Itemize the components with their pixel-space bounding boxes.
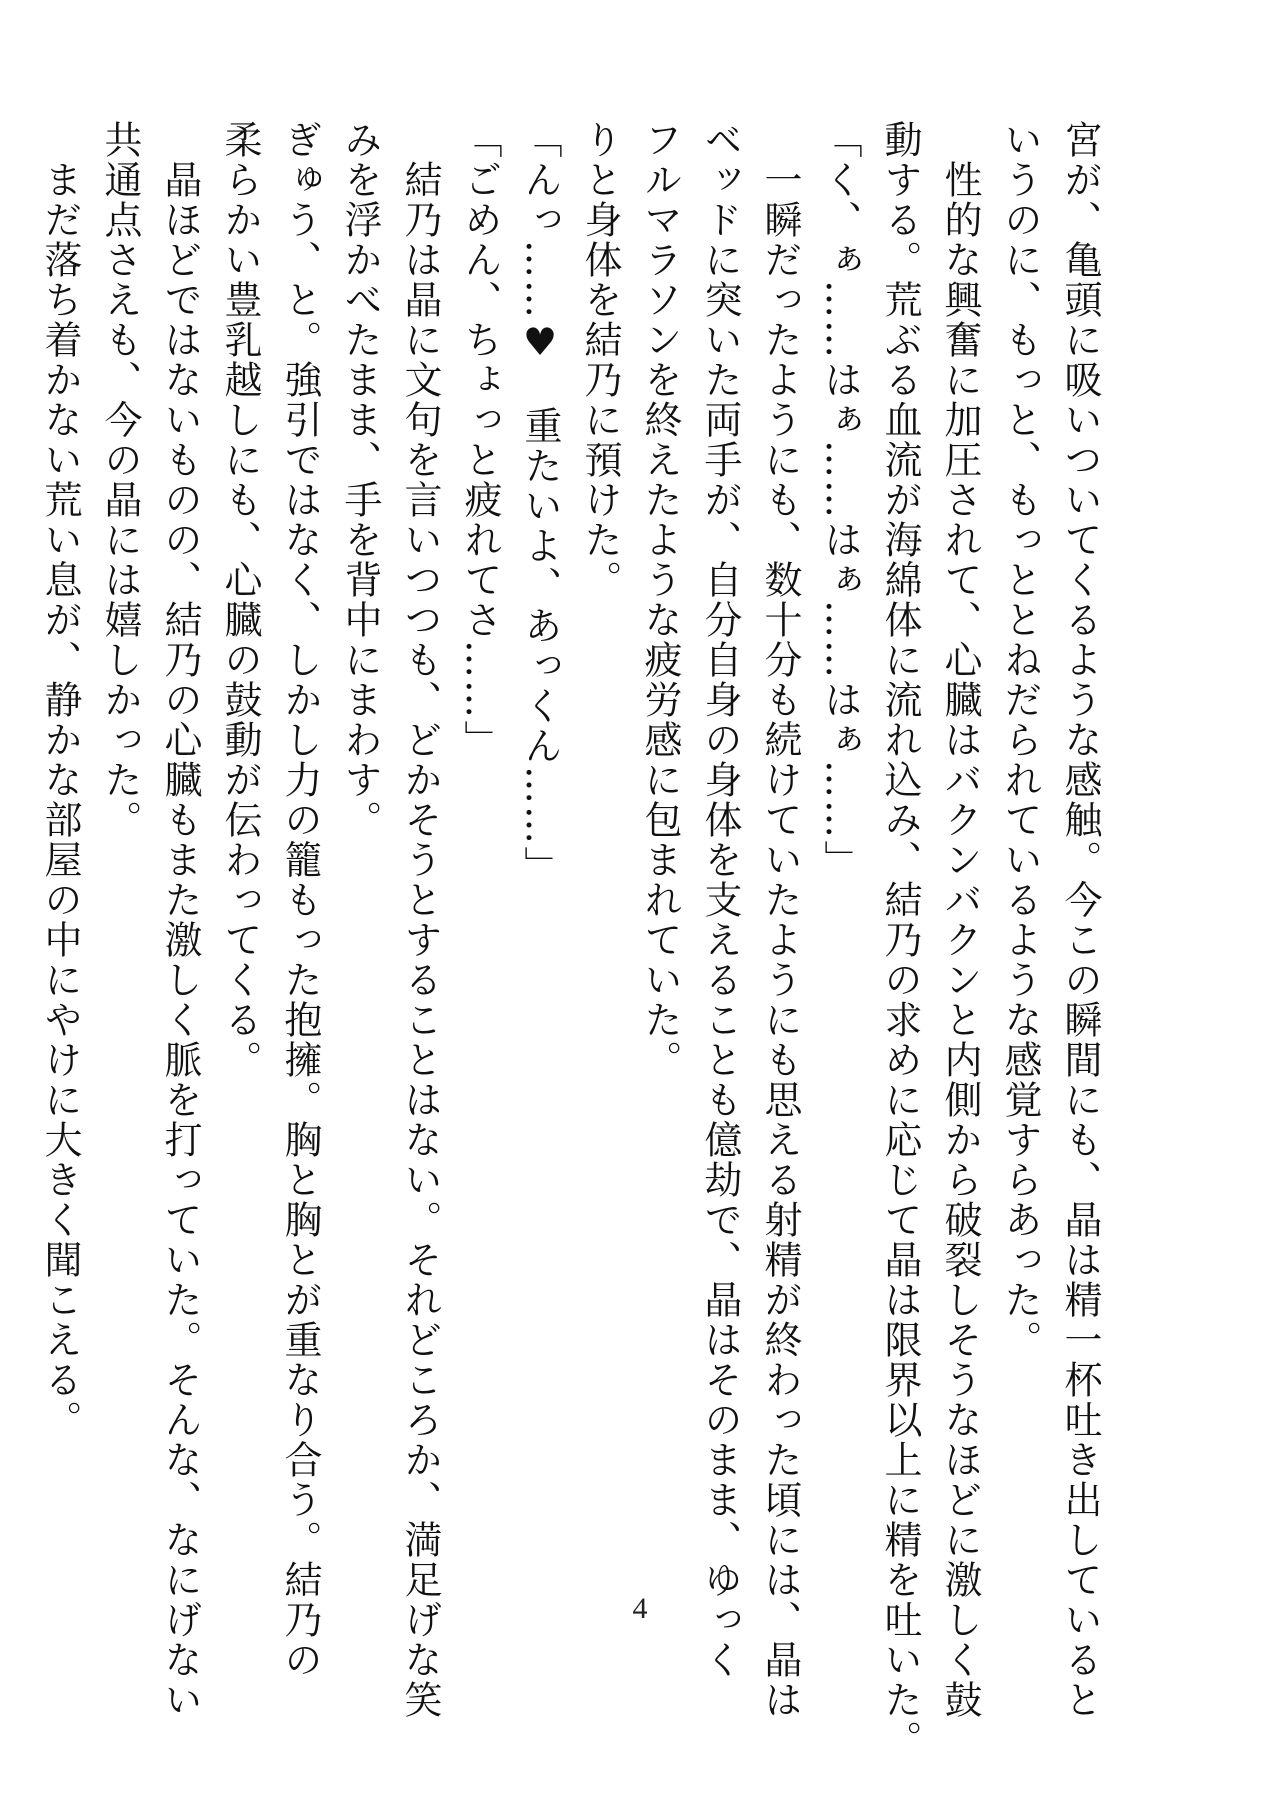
text-line-16: 晶ほどではないものの、結乃の心臓もまた激しく脈を打っていた。そんな、なにげない [158, 120, 202, 1720]
text-line-1: 宮が、亀頭に吸いついてくるような感触。今この瞬間にも、晶は精一杯吐き出していると [1058, 120, 1102, 1720]
text-line-5: 「く、ぁ……はぁ……はぁ……はぁ……」 [818, 120, 862, 880]
text-line-11: 「ごめん、ちょっと疲れてさ……」 [458, 120, 502, 760]
text-line-6: 一瞬だったようにも、数十分も続けていたようにも思える射精が終わった頃には、晶は [758, 120, 802, 1720]
text-line-14: ぎゅう、と。強引ではなく、しかし力の籠もった抱擁。胸と胸とが重なり合う。結乃の [278, 120, 322, 1680]
text-line-13: みを浮かべたまま、手を背中にまわす。 [338, 120, 382, 840]
text-line-15: 柔らかい豊乳越しにも、心臓の鼓動が伝わってくる。 [218, 120, 262, 1080]
text-line-4: 動する。荒ぶる血流が海綿体に流れ込み、結乃の求めに応じて晶は限界以上に精を吐いた。 [878, 120, 922, 1760]
vertical-text-body [30, 120, 1110, 1760]
text-line-7: ベッドに突いた両手が、自分自身の身体を支えることも億劫で、晶はそのまま、ゆっく [698, 120, 742, 1680]
text-line-9: りと身体を結乃に預けた。 [578, 120, 622, 600]
text-line-18: まだ落ち着かない荒い息が、静かな部屋の中にやけに大きく聞こえる。 [38, 120, 82, 1440]
text-line-8: フルマラソンを終えたような疲労感に包まれていた。 [638, 120, 682, 1080]
text-line-2: いうのに、もっと、もっととねだられているような感覚すらあった。 [998, 120, 1042, 1360]
text-line-10: 「んっ……♥ 重たいよ、あっくん……」 [518, 120, 562, 886]
text-line-3: 性的な興奮に加圧されて、心臓はバクンバクンと内側から破裂しそうなほどに激しく鼓 [938, 120, 982, 1720]
text-line-17: 共通点さえも、今の晶には嬉しかった。 [98, 120, 142, 840]
page-number: 4 [632, 1592, 648, 1625]
text-line-12: 結乃は晶に文句を言いつつも、どかそうとすることはない。それどころか、満足げな笑 [398, 120, 442, 1720]
